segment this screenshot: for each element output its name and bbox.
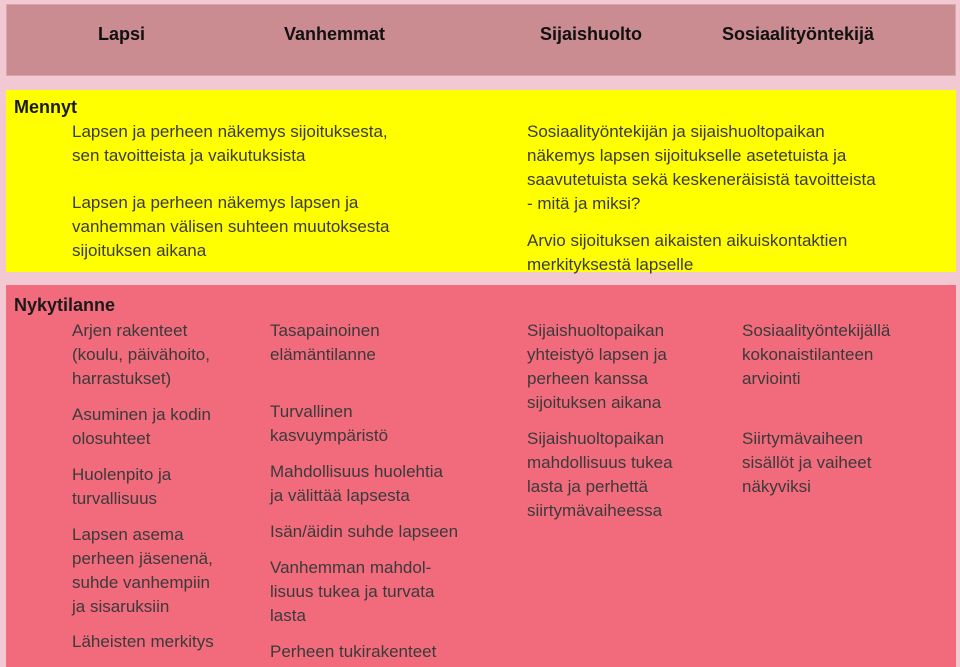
text-line: suhde vanhempiin <box>72 573 210 592</box>
header-sijaishuolto: Sijaishuolto <box>540 24 643 44</box>
text-line: vanhemman välisen suhteen muutoksesta <box>72 217 390 236</box>
text-line: lasta ja perhettä <box>527 477 648 496</box>
past-right-block-2 <box>527 229 847 277</box>
text-line: arviointi <box>742 369 801 388</box>
now-col1-block-1 <box>72 319 210 391</box>
text-line: Perheen tukirakenteet <box>270 642 437 661</box>
text-line: Lapsen ja perheen näkemys lapsen ja <box>72 193 359 212</box>
now-col2-block-2 <box>270 400 388 448</box>
text-line: siirtymävaiheessa <box>527 501 663 520</box>
past-left-block-1 <box>72 120 388 168</box>
text-line: Läheisten merkitys <box>72 632 214 651</box>
text-line: mahdollisuus tukea <box>527 453 673 472</box>
text-line: sijoituksen aikana <box>527 393 662 412</box>
text-line: Tasapainoinen <box>270 321 380 340</box>
text-line: Siirtymävaiheen <box>742 429 863 448</box>
past-left-block-2 <box>72 191 390 263</box>
now-col3-block-2 <box>527 427 673 523</box>
text-line: olosuhteet <box>72 429 151 448</box>
text-line: Lapsen ja perheen näkemys sijoituksesta, <box>72 122 388 141</box>
text-line: Sosiaalityöntekijän ja sijaishuoltopaikan <box>527 122 825 141</box>
header-lapsi: Lapsi <box>98 24 146 44</box>
now-col4-block-1 <box>742 319 890 391</box>
text-line: Huolenpito ja <box>72 465 172 484</box>
text-line: kasvuympäristö <box>270 426 389 445</box>
text-line: Sijaishuoltopaikan <box>527 429 665 448</box>
now-col1-block-3 <box>72 463 171 511</box>
text-line: elämäntilanne <box>270 345 376 364</box>
text-line: merkityksestä lapselle <box>527 255 694 274</box>
past-right-block-1 <box>527 120 876 216</box>
text-line: Mahdollisuus huolehtia <box>270 462 443 481</box>
text-line: Sijaishuoltopaikan <box>527 321 665 340</box>
header-vanhemmat: Vanhemmat <box>284 24 386 44</box>
text-line: Turvallinen <box>270 402 353 421</box>
now-col2-block-4 <box>270 520 458 544</box>
text-line: näkyviksi <box>742 477 811 496</box>
now-col4-block-2 <box>742 427 871 499</box>
past-title: Mennyt <box>14 97 77 117</box>
text-line: kokonaistilanteen <box>742 345 874 364</box>
text-line: sen tavoitteista ja vaikutuksista <box>72 146 306 165</box>
header-sosiaalityontekija: Sosiaalityöntekijä <box>722 24 875 44</box>
now-col1-block-5 <box>72 630 214 654</box>
text-line: saavutetuista sekä keskeneräisistä tavoitteista <box>527 170 876 189</box>
text-line: ja sisaruksiin <box>72 597 170 616</box>
text-line: Arjen rakenteet <box>72 321 188 340</box>
now-col2-block-1 <box>270 319 380 367</box>
text-line: - mitä ja miksi? <box>527 194 641 213</box>
text-line: Arvio sijoituksen aikaisten aikuiskontaktien <box>527 231 848 250</box>
text-line: lisuus tukea ja turvata <box>270 582 435 601</box>
text-line: ja välittää lapsesta <box>270 486 410 505</box>
now-col1-block-4 <box>72 523 213 619</box>
now-col2-block-5 <box>270 556 434 628</box>
now-col2-block-6 <box>270 640 436 664</box>
text-line: näkemys lapsen sijoitukselle asetetuista ja <box>527 146 847 165</box>
text-line: (koulu, päivähoito, <box>72 345 210 364</box>
now-col3-block-1 <box>527 319 667 415</box>
text-line: Asuminen ja kodin <box>72 405 211 424</box>
text-line: turvallisuus <box>72 489 158 508</box>
text-line: sijoituksen aikana <box>72 241 207 260</box>
text-line: Sosiaalityöntekijällä <box>742 321 891 340</box>
text-line: Isän/äidin suhde lapseen <box>270 522 459 541</box>
now-col1-block-2 <box>72 403 211 451</box>
text-line: Vanhemman mahdol- <box>270 558 432 577</box>
text-line: yhteistyö lapsen ja <box>527 345 667 364</box>
now-title: Nykytilanne <box>14 295 116 315</box>
text-line: perheen jäsenenä, <box>72 549 213 568</box>
text-line: lasta <box>270 606 306 625</box>
text-line: harrastukset) <box>72 369 172 388</box>
text-line: perheen kanssa <box>527 369 648 388</box>
text-line: Lapsen asema <box>72 525 184 544</box>
text-line: sisällöt ja vaiheet <box>742 453 872 472</box>
now-col2-block-3 <box>270 460 443 508</box>
